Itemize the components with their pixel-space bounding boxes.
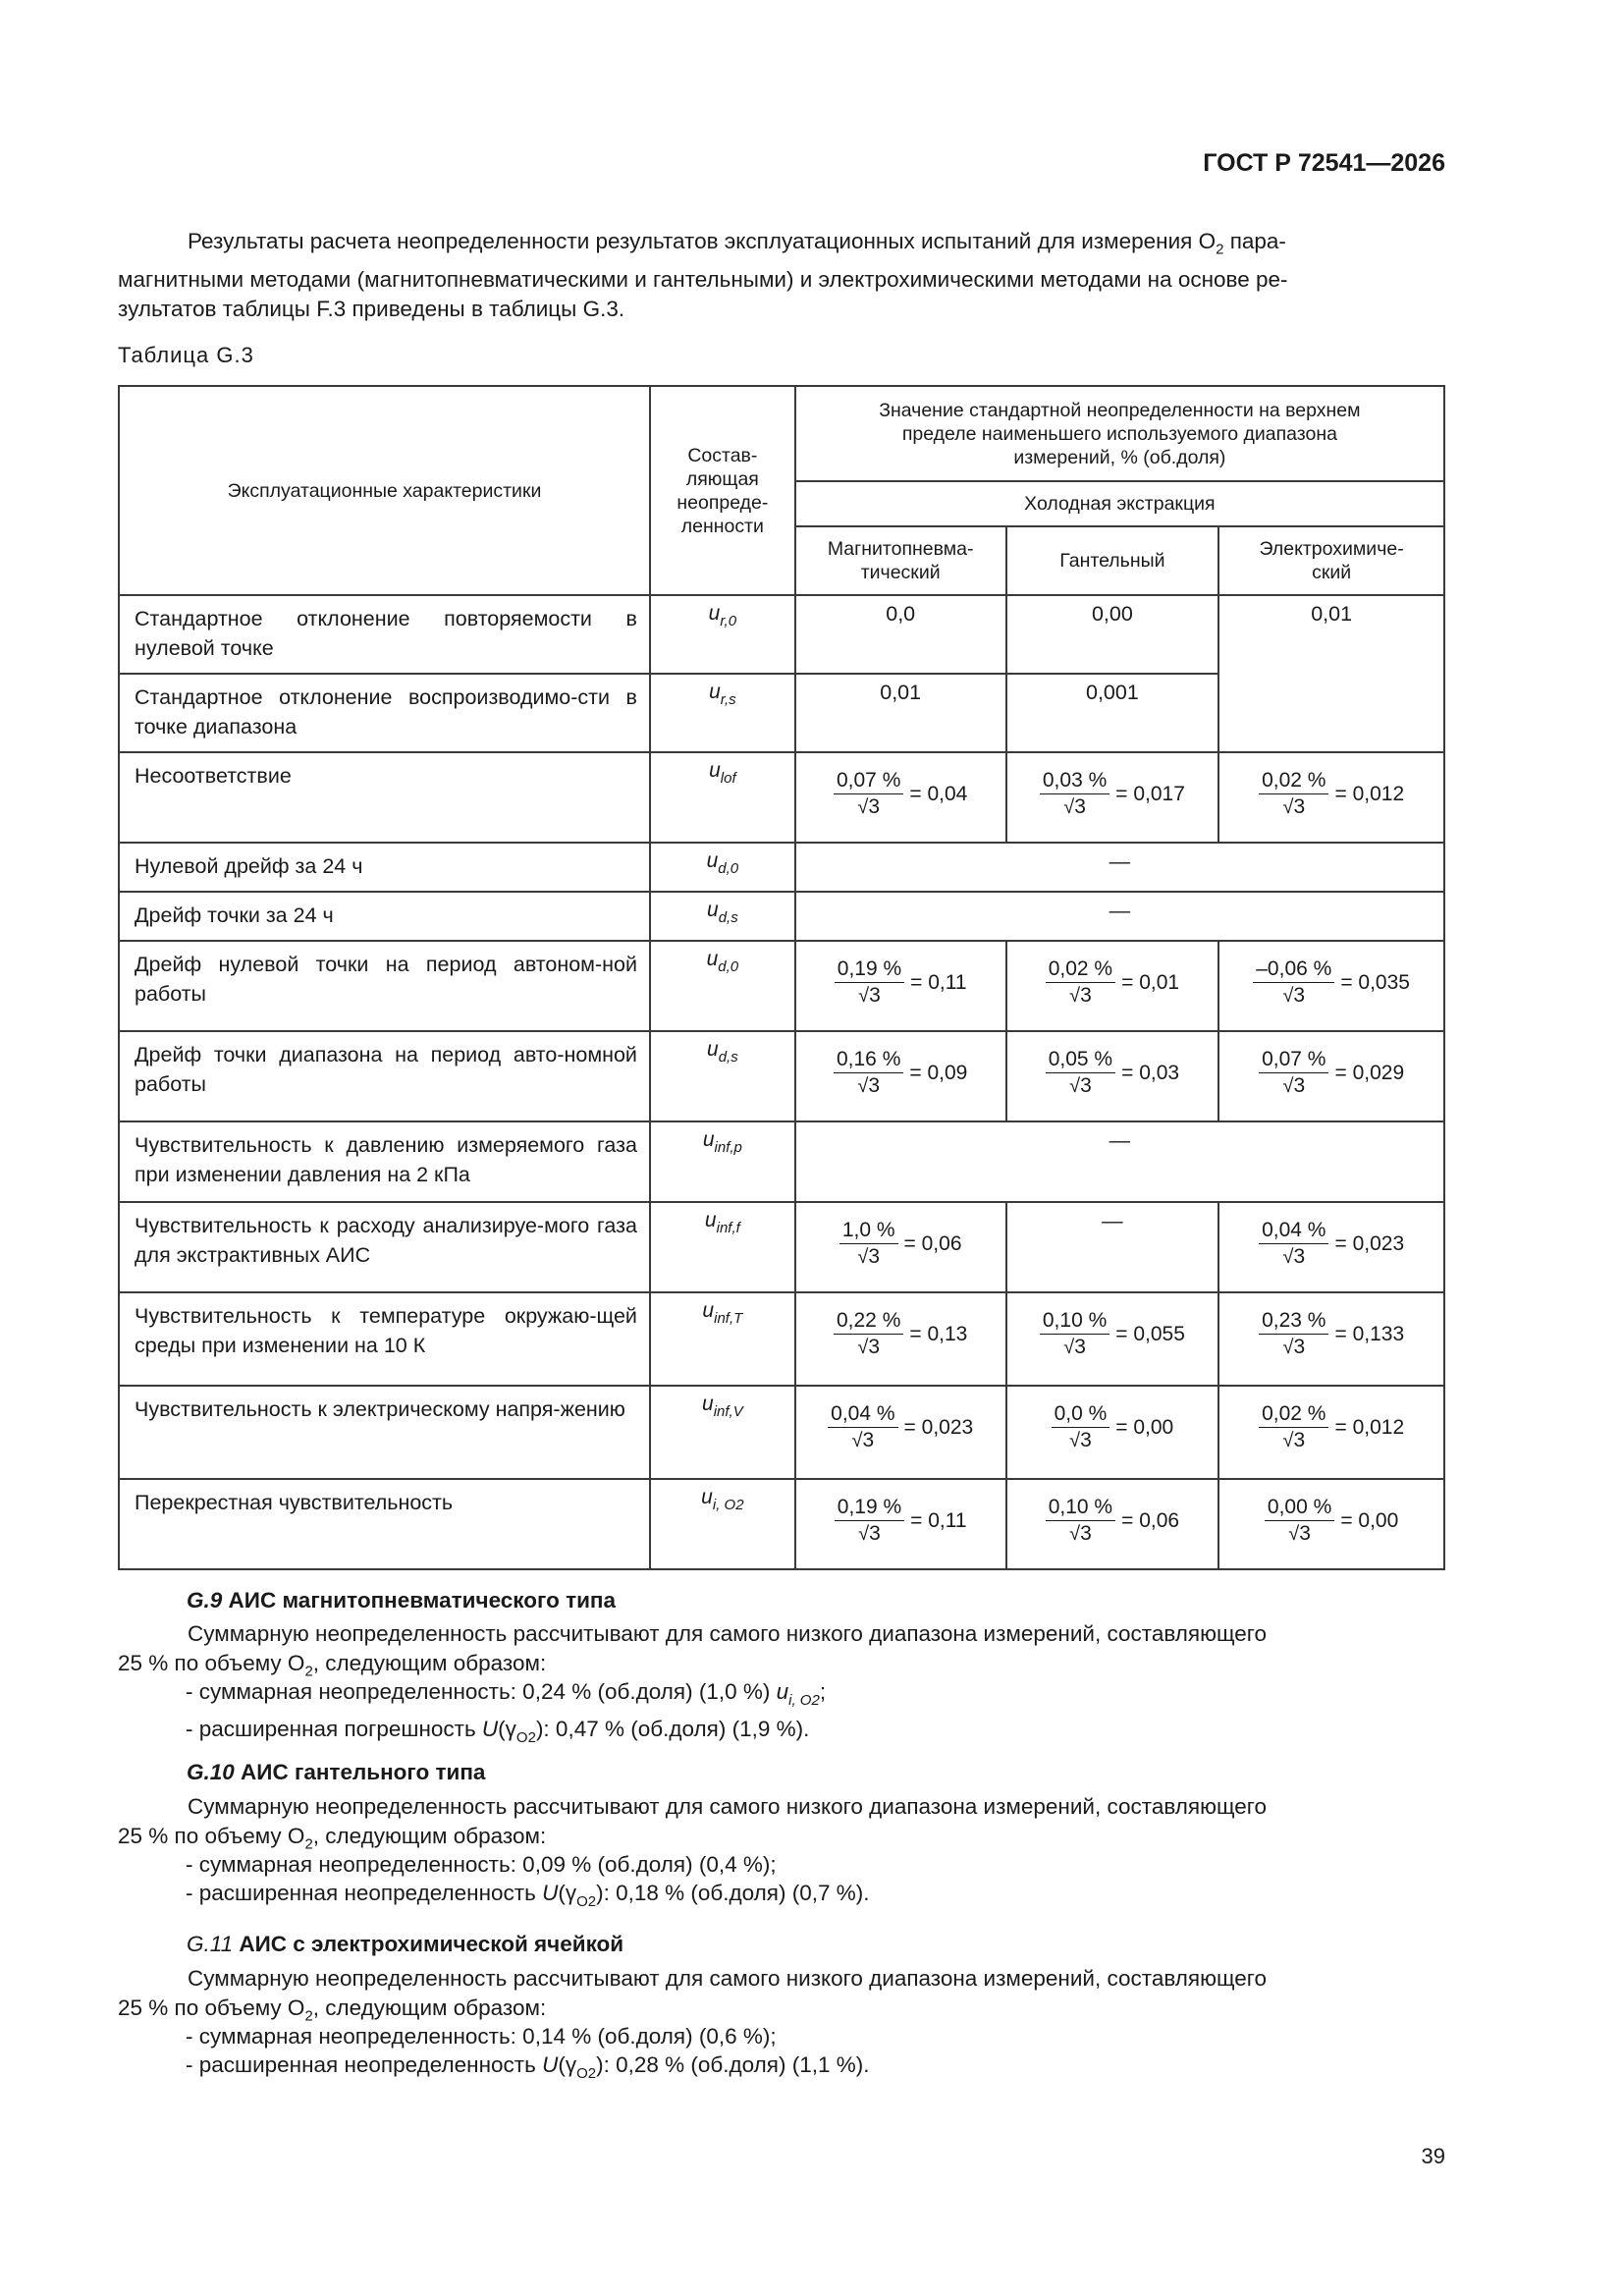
fraction-formula: $\frac{0,02 \%}{√3}$ = 0,012 [1259, 769, 1404, 819]
row-value-magneto [795, 1292, 1006, 1386]
row-characteristic: Чувствительность к расходу анализируе-мого газа для экстрактивных АИС [119, 1202, 650, 1292]
row-value-magneto [795, 1031, 1006, 1121]
row-value-electro [1218, 1202, 1444, 1292]
table-row [119, 941, 1444, 1031]
document-id: ГОСТ Р 72541—2026 [1203, 149, 1445, 177]
sqrt-icon: √ [1063, 796, 1075, 818]
row-value-electro [1218, 1479, 1444, 1569]
sqrt-denominator: √3 [1069, 1429, 1092, 1451]
table-row [119, 595, 1444, 674]
row-characteristic: Перекрестная чувствительность [119, 1479, 650, 1569]
sqrt-icon: √ [1282, 1075, 1294, 1097]
row-value-dumbbell [1006, 752, 1219, 843]
sqrt-denominator: √3 [1288, 1522, 1311, 1545]
row-value-dumbbell [1006, 1031, 1219, 1121]
row-value-electro [1218, 1031, 1444, 1121]
sqrt-icon: √ [857, 1075, 869, 1097]
sqrt-icon: √ [1069, 1075, 1081, 1097]
list-item: - расширенная неопределенность $U(\gamma_{O2})$: 0,18 % (об.доля) (0,7 %). [186, 1881, 870, 1910]
row-value-dumbbell: 0,001 [1006, 674, 1219, 752]
row-component-symbol: $u_{inf,f}$ [650, 1202, 795, 1292]
fraction-formula: $\frac{0,10 \%}{√3}$ = 0,055 [1040, 1309, 1185, 1359]
fraction-formula: $\frac{0,00 \%}{√3}$ = 0,00 [1265, 1496, 1398, 1546]
table-row [119, 1479, 1444, 1569]
sqrt-icon: √ [1282, 1337, 1294, 1358]
fraction-formula: $\frac{0,07 \%}{√3}$ = 0,04 [834, 769, 967, 819]
fraction-formula: $\frac{0,02 \%}{√3}$ = 0,012 [1259, 1402, 1404, 1452]
table-row [119, 892, 1444, 941]
sqrt-denominator: √3 [1063, 795, 1086, 818]
table-row [119, 1202, 1444, 1292]
sqrt-icon: √ [1069, 1523, 1081, 1545]
section-g10-list [186, 1850, 870, 1916]
sqrt-icon: √ [1288, 1523, 1300, 1545]
table-row [119, 1386, 1444, 1479]
sqrt-denominator: √3 [851, 1429, 875, 1451]
row-characteristic: Дрейф точки диапазона на период авто-номной работы [119, 1031, 650, 1121]
row-characteristic: Чувствительность к давлению измеряемого газа при изменении давления на 2 кПа [119, 1121, 650, 1202]
row-characteristic: Дрейф нулевой точки на период автоном-ной работы [119, 941, 650, 1031]
sqrt-denominator: √3 [857, 1074, 881, 1097]
row-value-dash: — [795, 1121, 1444, 1202]
list-item: - суммарная неопределенность: 0,09 % (об.доля) (0,4 %); [186, 1852, 777, 1877]
list-item: - суммарная неопределенность: 0,14 % (об.доля) (0,6 %); [186, 2024, 777, 2049]
table-caption: Таблица G.3 [118, 343, 254, 367]
row-characteristic: Чувствительность к электрическому напря-жению [119, 1386, 650, 1479]
row-component-symbol: $u_{lof}$ [650, 752, 795, 843]
row-value-electro [1218, 941, 1444, 1031]
sqrt-denominator: √3 [858, 984, 881, 1007]
row-component-symbol: $u_{r,s}$ [650, 674, 795, 752]
row-value-electro [1218, 752, 1444, 843]
sqrt-icon: √ [857, 796, 869, 818]
row-value-electro [1218, 1386, 1444, 1479]
header-component: Состав- ляющая неопреде- ленности [650, 386, 795, 595]
sqrt-denominator: √3 [857, 1336, 881, 1358]
fraction-formula: $\frac{0,16 \%}{√3}$ = 0,09 [834, 1048, 967, 1098]
list-item: - расширенная неопределенность $U(\gamma_{O2})$: 0,28 % (об.доля) (1,1 %). [186, 2052, 870, 2082]
sqrt-denominator: √3 [857, 795, 881, 818]
row-component-symbol: $u_{d,0}$ [650, 843, 795, 892]
row-value-magneto [795, 752, 1006, 843]
fraction-formula: $\frac{1,0 \%}{√3}$ = 0,06 [839, 1219, 962, 1269]
fraction-formula: $\frac{0,19 \%}{√3}$ = 0,11 [835, 1496, 967, 1546]
sqrt-denominator: √3 [1282, 984, 1306, 1007]
sqrt-icon: √ [858, 1523, 870, 1545]
row-component-symbol: $u_{d,s}$ [650, 1031, 795, 1121]
row-component-symbol: $u_{d,s}$ [650, 892, 795, 941]
sqrt-denominator: √3 [1069, 984, 1092, 1007]
table-row [119, 752, 1444, 843]
sqrt-denominator: √3 [1069, 1074, 1092, 1097]
fraction-formula: $\frac{0,05 \%}{√3}$ = 0,03 [1046, 1048, 1179, 1098]
section-g11-text: Суммарную неопределенность рассчитывают для самого низкого диапазона измерений, составляющего 25 % по объему $O_2$, следующим образом: [118, 1966, 1267, 2025]
row-value-electro: 0,01 [1218, 595, 1444, 752]
row-value-electro [1218, 1292, 1444, 1386]
row-value-dumbbell: 0,00 [1006, 595, 1219, 674]
table-row [119, 1292, 1444, 1386]
row-characteristic: Дрейф точки за 24 ч [119, 892, 650, 941]
sqrt-icon: √ [1282, 796, 1294, 818]
section-g11-heading: G.11 АИС с электрохимической ячейкой [187, 1932, 624, 1956]
sqrt-icon: √ [1282, 985, 1294, 1007]
sqrt-icon: √ [1282, 1430, 1294, 1451]
row-component-symbol: $u_{inf,V}$ [650, 1386, 795, 1479]
row-characteristic: Стандартное отклонение повторяемости в нулевой точке [119, 595, 650, 674]
fraction-formula: $\frac{0,0 \%}{√3}$ = 0,00 [1052, 1402, 1174, 1452]
sqrt-denominator: √3 [857, 1245, 881, 1268]
fraction-formula: $\frac{0,19 \%}{√3}$ = 0,11 [835, 957, 967, 1008]
intro-paragraph: Результаты расчета неопределенности результатов эксплуатационных испытаний для измерения $O_2$ пара- магнитными методами (магнитопневматическими и гантельными) и электрохимическими методами на основе ре- зультатов таблицы F.3 приведены в таблицы G.3. [118, 229, 1288, 321]
sqrt-icon: √ [858, 985, 870, 1007]
sqrt-denominator: √3 [1282, 795, 1306, 818]
sqrt-denominator: √3 [1282, 1336, 1306, 1358]
row-value-dumbbell [1006, 941, 1219, 1031]
list-item: - расширенная погрешность $U(\gamma_{O2})$: 0,47 % (об.доля) (1,9 %). [186, 1717, 810, 1746]
row-value-magneto [795, 1202, 1006, 1292]
fraction-formula: $\frac{0,22 \%}{√3}$ = 0,13 [834, 1309, 967, 1359]
header-magneto: Магнитопневма- тический [795, 526, 1006, 595]
row-component-symbol: $u_{i, O2}$ [650, 1479, 795, 1569]
uncertainty-table [118, 385, 1445, 1570]
section-g9-list [186, 1677, 826, 1752]
row-characteristic: Несоответствие [119, 752, 650, 843]
header-value-title: Значение стандартной неопределенности на верхнем пределе наименьшего используемого диапазона измерений, % (об.доля) [795, 386, 1444, 481]
row-characteristic: Чувствительность к температуре окружаю-щей среды при изменении на 10 К [119, 1292, 650, 1386]
row-value-magneto [795, 1479, 1006, 1569]
row-value-magneto [795, 941, 1006, 1031]
fraction-formula: $\frac{0,07 \%}{√3}$ = 0,029 [1259, 1048, 1404, 1098]
section-g10-heading: G.10 АИС гантельного типа [187, 1760, 486, 1784]
sqrt-icon: √ [1069, 1430, 1081, 1451]
fraction-formula: $\frac{0,02 \%}{√3}$ = 0,01 [1046, 957, 1179, 1008]
row-value-dash: — [795, 843, 1444, 892]
sqrt-denominator: √3 [858, 1522, 881, 1545]
sqrt-denominator: √3 [1282, 1429, 1306, 1451]
row-value-magneto [795, 1386, 1006, 1479]
fraction-formula: $\frac{0,04 \%}{√3}$ = 0,023 [828, 1402, 973, 1452]
fraction-formula: $\frac{0,10 \%}{√3}$ = 0,06 [1046, 1496, 1179, 1546]
fraction-formula: $\frac{0,03 \%}{√3}$ = 0,017 [1040, 769, 1185, 819]
fraction-formula: $\frac{0,04 \%}{√3}$ = 0,023 [1259, 1219, 1404, 1269]
section-g9-text: Суммарную неопределенность рассчитывают для самого низкого диапазона измерений, составляющего 25 % по объему $O_2$, следующим образом: [118, 1621, 1267, 1680]
row-value-magneto: 0,0 [795, 595, 1006, 674]
row-characteristic: Нулевой дрейф за 24 ч [119, 843, 650, 892]
table-row [119, 843, 1444, 892]
header-characteristics: Эксплуатационные характеристики [119, 386, 650, 595]
sqrt-icon: √ [1069, 985, 1081, 1007]
sqrt-denominator: √3 [1282, 1074, 1306, 1097]
row-value-dumbbell [1006, 1479, 1219, 1569]
section-g11-list [186, 2022, 870, 2088]
section-g9-heading: G.9 АИС магнитопневматического типа [187, 1588, 617, 1613]
page-number: 39 [1421, 2144, 1445, 2168]
sqrt-icon: √ [1282, 1246, 1294, 1268]
sqrt-icon: √ [857, 1337, 869, 1358]
sqrt-denominator: √3 [1069, 1522, 1092, 1545]
table-row [119, 1121, 1444, 1202]
list-item: - суммарная неопределенность: 0,24 % (об.доля) (1,0 %) $u_{i, O2}$; [186, 1679, 827, 1709]
header-dumbbell: Гантельный [1006, 526, 1219, 595]
sqrt-denominator: √3 [1063, 1336, 1086, 1358]
sqrt-icon: √ [857, 1246, 869, 1268]
header-cold-extraction: Холодная экстракция [795, 481, 1444, 526]
row-value-dumbbell [1006, 1292, 1219, 1386]
sqrt-icon: √ [1063, 1337, 1075, 1358]
row-component-symbol: $u_{r,0}$ [650, 595, 795, 674]
fraction-formula: $\frac{-0,06 \%}{√3}$ = 0,035 [1253, 957, 1410, 1008]
section-g10-text: Суммарную неопределенность рассчитывают для самого низкого диапазона измерений, составляющего 25 % по объему $O_2$, следующим образом: [118, 1794, 1267, 1853]
sqrt-icon: √ [851, 1430, 863, 1451]
fraction-formula: $\frac{0,23 \%}{√3}$ = 0,133 [1259, 1309, 1404, 1359]
row-value-dumbbell: — [1006, 1202, 1219, 1292]
row-value-dumbbell [1006, 1386, 1219, 1479]
row-value-dash: — [795, 892, 1444, 941]
row-component-symbol: $u_{d,0}$ [650, 941, 795, 1031]
sqrt-denominator: √3 [1282, 1245, 1306, 1268]
row-characteristic: Стандартное отклонение воспроизводимо-сти в точке диапазона [119, 674, 650, 752]
table-row [119, 1031, 1444, 1121]
row-component-symbol: $u_{inf,T}$ [650, 1292, 795, 1386]
row-component-symbol: $u_{inf,p}$ [650, 1121, 795, 1202]
header-electro: Электрохимиче- ский [1218, 526, 1444, 595]
row-value-magneto: 0,01 [795, 674, 1006, 752]
